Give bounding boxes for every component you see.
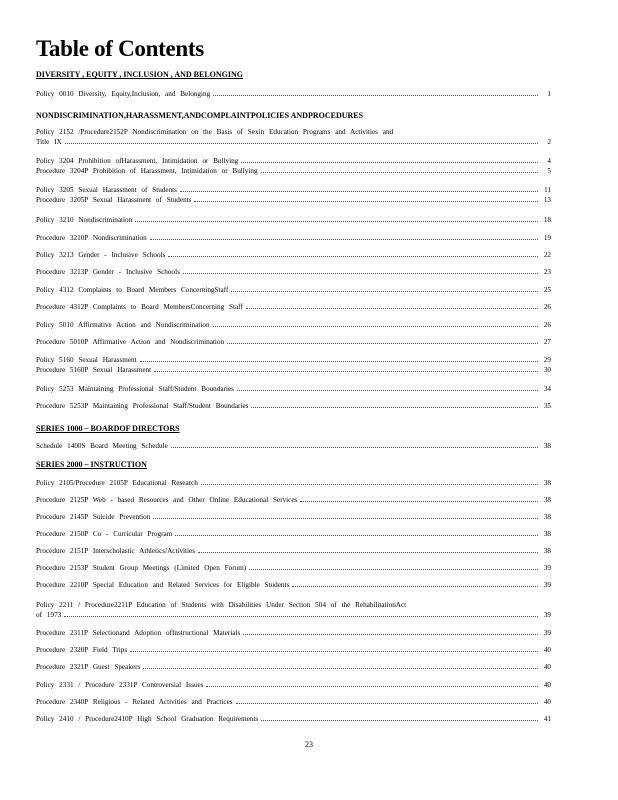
toc-entry-page: 13 [543, 196, 551, 204]
dot-leader [194, 201, 538, 202]
toc-entry-line [36, 580, 551, 590]
toc-entry [36, 512, 551, 522]
toc-entry-text: Policy 2105/Procedure 2105P Educational Research [36, 479, 198, 487]
toc-entry-page: 39 [543, 581, 551, 589]
toc-entry-text: Procedure 5010P Affirmative Action and Nondiscrimination [36, 338, 225, 346]
dot-leader [168, 256, 538, 257]
toc-entry-text: Procedure 3204P Prohibition of Harassment, Intimidation or Bullying [36, 167, 258, 175]
toc-entry-line [36, 478, 551, 488]
toc-entry [36, 233, 551, 243]
toc-entry-page: 40 [543, 646, 551, 654]
toc-entry [36, 337, 551, 347]
toc-entry-pair [36, 185, 551, 205]
toc-entry-text: Policy 3204 Prohibition ofHarassment, Intimidation or Bullying [36, 157, 239, 165]
toc-entry-line [36, 185, 551, 195]
toc-entry [36, 645, 551, 655]
toc-section-heading [36, 460, 551, 469]
dot-leader [213, 326, 538, 327]
toc-entry-text: Schedule 1400S Board Meeting Schedule [36, 442, 168, 450]
toc-entry-text: Policy 3205 Sexual Harassment of Students [36, 186, 177, 194]
toc-section-heading [36, 111, 551, 120]
toc-entry-pair [36, 156, 551, 176]
dot-leader [140, 361, 538, 362]
toc-entry-text: Procedure 2150P Co - Curricular Program [36, 530, 173, 538]
dot-leader [251, 407, 538, 408]
toc-entry [36, 267, 551, 277]
toc-entry-text: Policy 0010 Diversity, Equity,Inclusion, and Belonging [36, 90, 211, 98]
toc-entry-line [36, 495, 551, 505]
toc-entry-page: 29 [543, 356, 551, 364]
toc-entry [36, 320, 551, 330]
toc-entry-page: 30 [543, 366, 551, 374]
dot-leader [237, 390, 538, 391]
toc-entry [36, 401, 551, 411]
toc-entry-text: Procedure 3213P Gender - Inclusive Schools [36, 268, 180, 276]
toc-entry-line [36, 610, 551, 620]
toc-entry-page: 38 [543, 547, 551, 555]
toc-entry-line [36, 600, 551, 610]
toc-entry-line [36, 127, 551, 137]
dot-leader [231, 291, 538, 292]
toc-entry-line [36, 355, 551, 365]
toc-entry-page: 39 [543, 564, 551, 572]
toc-entry-text: Policy 2410 / Procedure2410P High School Graduation Requirements [36, 715, 259, 723]
toc-entry-line [36, 645, 551, 655]
toc-entry-line [36, 662, 551, 672]
page-title: Table of Contents [36, 36, 204, 61]
toc-entry-page: 26 [543, 303, 551, 311]
toc-entry-line [36, 320, 551, 330]
dot-leader [180, 191, 538, 192]
toc-entry [36, 680, 551, 690]
toc-entry-page: 38 [543, 442, 551, 450]
toc-entry [36, 250, 551, 260]
toc-entry [36, 127, 551, 147]
toc-entry-page: 40 [543, 681, 551, 689]
toc-entry [36, 441, 551, 451]
toc-section-heading [36, 70, 551, 79]
toc-entry-text: of 1973 [36, 611, 62, 619]
toc-entry [36, 662, 551, 672]
toc-entry-text: Policy 4312 Complaints to Board Members ConcerningStaff [36, 286, 229, 294]
toc-entry-page: 38 [543, 479, 551, 487]
toc-entry-page: 39 [543, 611, 551, 619]
toc-entry-line [36, 512, 551, 522]
toc-entry [36, 546, 551, 556]
toc-entry-page: 38 [543, 513, 551, 521]
toc-entry-page: 38 [543, 496, 551, 504]
dot-leader [261, 720, 538, 721]
toc-entry-line [36, 680, 551, 690]
toc-entry [36, 529, 551, 539]
dot-leader [246, 308, 538, 309]
toc-entry [36, 600, 551, 620]
dot-leader [183, 273, 538, 274]
toc-entry-line [36, 285, 551, 295]
toc-entry-text: Policy 2331 / Procedure 2331P Controversial Issues [36, 681, 204, 689]
dot-leader [171, 447, 538, 448]
toc-entry [36, 478, 551, 488]
toc-entry-page: 34 [543, 385, 551, 393]
toc-entry-line [36, 195, 551, 205]
toc-entry [36, 563, 551, 573]
toc-entry-line [36, 628, 551, 638]
toc-entry-line [36, 714, 551, 724]
toc-entry [36, 384, 551, 394]
toc-entry-text: Policy 3210 Nondiscrimination [36, 216, 133, 224]
dot-leader [300, 501, 538, 502]
dot-leader [65, 143, 538, 144]
toc-entry-line [36, 384, 551, 394]
toc-entry-page: 41 [543, 715, 551, 723]
toc-entry-line [36, 365, 551, 375]
toc-entry-line [36, 233, 551, 243]
dot-leader [143, 668, 538, 669]
toc-entry-text: Title IX [36, 138, 62, 146]
toc-entry-text: Policy 5010 Affirmative Action and Nondiscrimination [36, 321, 210, 329]
toc-entry-text: Procedure 4312P Complaints to Board MembersConcerning Staff [36, 303, 243, 311]
toc-entry-page: 19 [543, 234, 551, 242]
dot-leader [130, 651, 538, 652]
toc-entry-page: 38 [543, 530, 551, 538]
toc-entry-text: Procedure 5253P Maintaining Professional Staff/Student Boundaries [36, 402, 249, 410]
toc-entry-text: Policy 2211 / Procedure2211P Education of Students with Disabilities Under Section 504 of the RehabilitationAct [36, 601, 407, 609]
toc-entry-page: 39 [543, 629, 551, 637]
section-heading-text: SERIES 1000 – BOARDOF DIRECTORS [36, 424, 180, 433]
dot-leader [236, 703, 538, 704]
toc-entry-page: 18 [543, 216, 551, 224]
dot-leader [64, 616, 538, 617]
toc-entry-page: 35 [543, 402, 551, 410]
dot-leader [213, 95, 538, 96]
toc-entry [36, 215, 551, 225]
toc-entry [36, 714, 551, 724]
dot-leader [154, 371, 538, 372]
dot-leader [153, 518, 538, 519]
toc-entry-line [36, 215, 551, 225]
dot-leader [249, 569, 538, 570]
toc-entry-text: Policy 5253 Maintaining Professional Staff/Student Boundaries [36, 385, 234, 393]
toc-entry-line [36, 697, 551, 707]
toc-entry-text: Policy 3213 Gender - Inclusive Schools [36, 251, 166, 259]
toc-entry-page: 11 [544, 186, 551, 194]
toc-entry-line [36, 546, 551, 556]
toc-entry-line [36, 337, 551, 347]
toc-entry-page: 1 [547, 90, 551, 98]
section-heading-text: NONDISCRIMINATION,HARASSMENT,ANDCOMPLAINTPOLICIES ANDPROCEDURES [36, 111, 364, 120]
toc-entry [36, 89, 551, 99]
toc-entry [36, 580, 551, 590]
page-number: 23 [305, 740, 313, 749]
dot-leader [135, 221, 538, 222]
section-heading-text: DIVERSITY , EQUITY , INCLUSION , AND BELONGING [36, 70, 244, 79]
toc-entry [36, 697, 551, 707]
toc-entry-page: 26 [543, 321, 551, 329]
toc-section-heading [36, 424, 551, 433]
toc-entry-page: 40 [543, 698, 551, 706]
toc-entry-page: 2 [547, 138, 551, 146]
toc-entry-line [36, 529, 551, 539]
toc-entry-line [36, 267, 551, 277]
dot-leader [227, 343, 538, 344]
toc-entry-text: Procedure 2311P Selectionand Adoption ofInstructional Materials [36, 629, 241, 637]
dot-leader [175, 535, 538, 536]
dot-leader [241, 162, 538, 163]
toc-entry-text: Policy 2152 /Procedure2152P Nondiscrimination on the Basis of Sexin Education Programs and Activities and [36, 128, 394, 136]
toc-entry-line [36, 137, 551, 147]
toc-entry [36, 302, 551, 312]
dot-leader [198, 552, 538, 553]
toc-entry-text: Procedure 2153P Student Group Meetings (Limited Open Forum) [36, 564, 247, 572]
toc-entry-line [36, 302, 551, 312]
toc-entry-page: 25 [543, 286, 551, 294]
dot-leader [243, 634, 538, 635]
toc-entry-text: Policy 5160 Sexual Harassment [36, 356, 137, 364]
toc-entry-text: Procedure 2145P Suicide Prevention [36, 513, 151, 521]
dot-leader [261, 172, 538, 173]
dot-leader [292, 586, 538, 587]
toc-entry-text: Procedure 2320P Field Trips [36, 646, 128, 654]
toc-entry-text: Procedure 3210P Nondiscrimination [36, 234, 147, 242]
toc-entry-text: Procedure 5160P Sexual Harassment [36, 366, 152, 374]
toc-entry-text: Procedure 2151P Interscholastic Athletics/Activities [36, 547, 196, 555]
toc-entry-pair [36, 355, 551, 375]
toc-entry-page: 22 [543, 251, 551, 259]
toc-entry-page: 5 [547, 167, 551, 175]
toc-entry-text: Procedure 2125P Web - based Resources and Other Online Educational Services [36, 496, 298, 504]
toc-entry-line [36, 441, 551, 451]
dot-leader [201, 484, 538, 485]
toc-entry-page: 40 [543, 663, 551, 671]
toc-entry-text: Procedure 3205P Sexual Harassment of Students [36, 196, 192, 204]
toc-entry-page: 23 [543, 268, 551, 276]
toc-entry-page: 4 [547, 157, 551, 165]
section-heading-text: SERIES 2000 – INSTRUCTION [36, 460, 147, 469]
toc-entry-line [36, 166, 551, 176]
dot-leader [150, 239, 538, 240]
toc-entry-text: Procedure 2321P Guest Speakers [36, 663, 141, 671]
toc-entry-text: Procedure 2210P Special Education and Related Services for Eligible Students [36, 581, 290, 589]
toc-entry-text: Procedure 2340P Religious - Related Activities and Practices [36, 698, 233, 706]
toc-entry [36, 628, 551, 638]
toc-entry-line [36, 401, 551, 411]
toc-entry [36, 285, 551, 295]
toc-entry-page: 27 [543, 338, 551, 346]
toc-entry [36, 495, 551, 505]
dot-leader [206, 686, 538, 687]
toc-entry-line [36, 156, 551, 166]
toc-entry-line [36, 563, 551, 573]
toc-entry-line [36, 89, 551, 99]
toc-entry-line [36, 250, 551, 260]
